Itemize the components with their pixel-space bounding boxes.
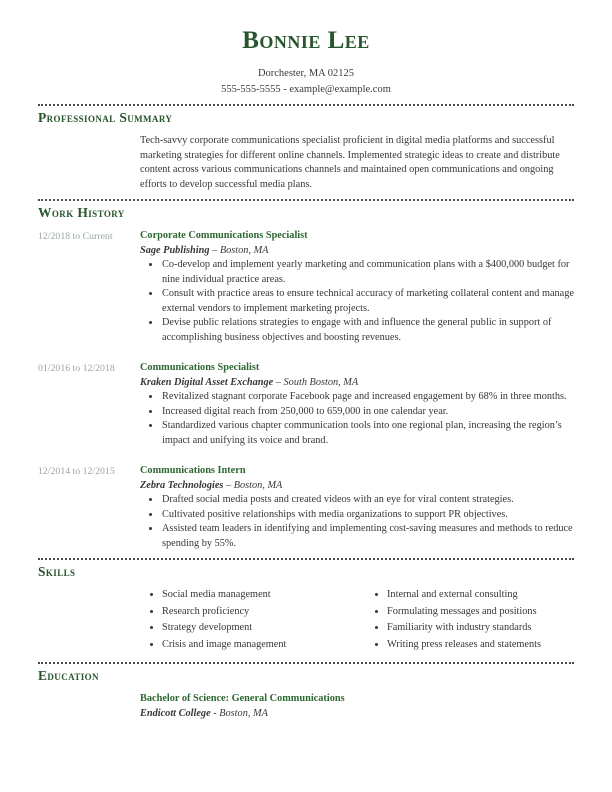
bullet-item: • Revitalized stagnant corporate Facebook page and increased engagement by 68% in three months.	[161, 390, 574, 405]
school-location: - Boston, MA	[213, 707, 268, 719]
job-title: Communications Specialist	[140, 362, 260, 373]
skill-item: • Research proficiency	[162, 605, 365, 620]
bullet-item: • Consult with practice areas to ensure technical accuracy of marketing collateral content and manage external vendors to implement marketing projects.	[161, 287, 574, 316]
job-dates: 12/2014 to 12/2015	[38, 466, 115, 477]
bullet-item: • Assisted team leaders in identifying and implementing cost-saving measures and methods to reduce spending by 55%.	[161, 522, 574, 551]
job-entry	[38, 464, 574, 551]
section-work-history	[38, 199, 574, 551]
skill-item: • Internal and external consulting	[387, 588, 574, 603]
contact-phone-email: 555-555-5555 - example@example.com	[221, 83, 391, 95]
work-history-section-title: Work History	[38, 205, 125, 220]
job-details	[140, 464, 574, 551]
skill-item: • Formulating messages and positions	[387, 605, 574, 620]
skill-item: • Writing press releases and statements	[387, 638, 574, 653]
job-details	[140, 229, 574, 345]
job-company: Zebra Technologies	[140, 479, 224, 491]
bullet-item: • Co-develop and implement yearly marketing and communication plans with a $400,000 budget for nine individual practice areas.	[161, 258, 574, 287]
resume-header	[38, 26, 574, 97]
summary-text: Tech-savvy corporate communications specialist proficient in digital media platforms and successful marketing strategies for different online channels. Implemented strategic ideas to create and distribute content across various communications channels and maintained open communications and ongoing efforts to develop successful media plans.	[140, 135, 560, 190]
job-location: – South Boston, MA	[275, 376, 359, 388]
job-entry	[38, 229, 574, 345]
job-bullets	[140, 390, 574, 448]
job-title: Communications Intern	[140, 465, 246, 476]
skills-grid	[140, 588, 574, 654]
job-dates: 12/2018 to Current	[38, 231, 113, 242]
bullet-item: • Drafted social media posts and created videos with an eye for viral content strategies.	[161, 493, 574, 508]
bullet-item: • Cultivated positive relationships with media organizations to support PR objectives.	[161, 508, 574, 523]
bullet-item: • Increased digital reach from 250,000 to 659,000 in one calendar year.	[161, 405, 574, 420]
skill-item: • Familiarity with industry standards	[387, 621, 574, 636]
degree: Bachelor of Science: General Communications	[140, 693, 345, 704]
skill-item: • Strategy development	[162, 621, 365, 636]
bullet-item: • Devise public relations strategies to engage with and influence the general public in support of accomplishing business objectives and boosting revenues.	[161, 316, 574, 345]
job-dates: 01/2016 to 12/2018	[38, 363, 115, 374]
job-bullets	[140, 258, 574, 345]
job-company-line	[140, 479, 574, 494]
skill-item: • Crisis and image management	[162, 638, 365, 653]
skills-column-right	[365, 588, 574, 654]
job-location: – Boston, MA	[212, 244, 269, 256]
skills-column-left	[140, 588, 365, 654]
job-entry	[38, 361, 574, 448]
job-company-line	[140, 244, 574, 259]
bullet-item: • Standardized various chapter communication tools into one regional plan, increasing the region’s impact and unifying its voice and brand.	[161, 419, 574, 448]
summary-section-title: Professional Summary	[38, 110, 173, 125]
school-line	[140, 707, 574, 722]
education-section-title: Education	[38, 668, 99, 683]
school-name: Endicott College	[140, 707, 211, 719]
section-skills	[38, 558, 574, 654]
contact-block	[38, 66, 574, 97]
job-company-line	[140, 376, 574, 391]
education-entry	[140, 692, 574, 721]
section-education	[38, 662, 574, 721]
job-bullets	[140, 493, 574, 551]
skills-section-title: Skills	[38, 564, 76, 579]
job-details	[140, 361, 574, 448]
job-location: – Boston, MA	[226, 479, 283, 491]
contact-location: Dorchester, MA 02125	[257, 68, 355, 79]
section-professional-summary	[38, 104, 574, 192]
candidate-name: Bonnie Lee	[242, 27, 370, 54]
job-company: Sage Publishing	[140, 244, 210, 256]
job-company: Kraken Digital Asset Exchange	[140, 376, 274, 388]
job-title: Corporate Communications Specialist	[140, 230, 308, 241]
skill-item: • Social media management	[162, 588, 365, 603]
